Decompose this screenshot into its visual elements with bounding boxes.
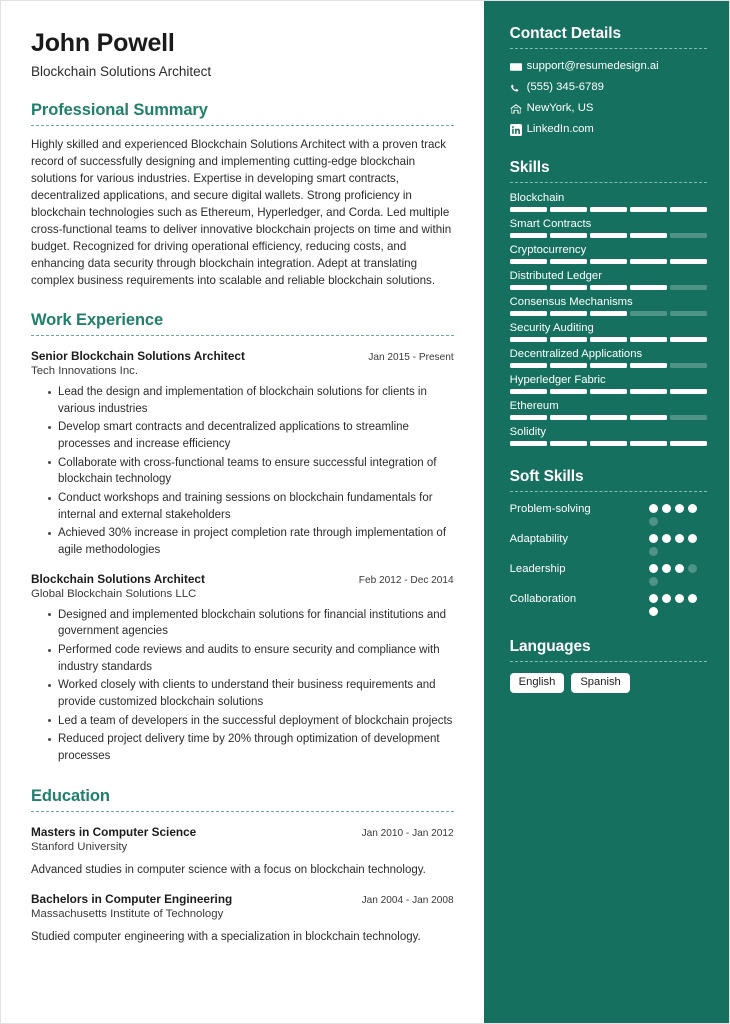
education-entry-date: Jan 2004 - Jan 2008 xyxy=(361,894,454,906)
rating-dot xyxy=(688,534,697,543)
list-item: Lead the design and implementation of blockchain solutions for clients in various industries xyxy=(48,384,454,417)
education-entry-header xyxy=(31,892,454,906)
list-item: Collaborate with cross-functional teams to ensure successful integration of blockchain technology xyxy=(48,455,454,488)
skill-segment xyxy=(590,233,627,238)
skill-level-bar xyxy=(510,285,707,290)
section-heading-soft-skills: Soft Skills xyxy=(509,467,584,485)
language-chip: English xyxy=(510,673,565,693)
education-entry-school: Stanford University xyxy=(31,840,128,853)
skill-segment xyxy=(630,207,667,212)
section-heading-contact: Contact Details xyxy=(509,25,621,42)
header-block xyxy=(31,29,454,79)
skill-segment xyxy=(510,441,547,446)
soft-skill-label: Collaboration xyxy=(509,592,577,605)
soft-skill-row xyxy=(510,532,707,556)
education-entry xyxy=(31,892,454,946)
rating-dot xyxy=(662,504,671,513)
section-divider xyxy=(510,491,707,492)
skill-item xyxy=(510,348,707,368)
rating-dot xyxy=(688,564,697,573)
summary-text: Highly skilled and experienced Blockchain Solutions Architect with a proven track record of successfully designing and implementing cutting-edge blockchain solutions for various industries. Expertise in developing smart contracts, decentralized applications, and secure digital wallets. Strong proficiency in blockchain technologies such as Ethereum, Hyperledger, and Corda. Led multiple cross-functional teams to deliver innovative blockchain projects on time and within budget. Recognized for driving operational efficiency, reducing costs, and enhancing data security through blockchain integration. Adept at translating complex business requirements into scalable and reliable blockchain solutions. xyxy=(31,137,452,287)
soft-skill-row xyxy=(510,592,707,616)
rating-dot xyxy=(662,534,671,543)
rating-dot xyxy=(649,534,658,543)
section-soft-skills xyxy=(510,468,707,616)
skill-level-bar xyxy=(510,441,707,446)
work-entry-date: Jan 2015 - Present xyxy=(368,352,454,364)
skill-item xyxy=(510,426,707,446)
skill-segment xyxy=(550,311,587,316)
skill-label: Smart Contracts xyxy=(509,217,592,230)
section-divider xyxy=(31,335,454,336)
skill-item xyxy=(510,296,707,316)
section-divider xyxy=(510,661,707,662)
skill-segment xyxy=(510,363,547,368)
education-entry-description: Advanced studies in computer science with a focus on blockchain technology. xyxy=(31,863,426,876)
soft-skill-label: Leadership xyxy=(509,562,566,575)
skill-segment xyxy=(550,363,587,368)
section-divider xyxy=(510,182,707,183)
skill-segment xyxy=(550,389,587,394)
education-entry-degree: Masters in Computer Science xyxy=(31,824,197,839)
rating-dot xyxy=(649,504,658,513)
skill-segment xyxy=(630,311,667,316)
skill-segment xyxy=(670,207,707,212)
skill-segment xyxy=(670,337,707,342)
education-entry-header xyxy=(31,825,454,839)
job-title: Blockchain Solutions Architect xyxy=(31,63,212,79)
contact-value: LinkedIn.com xyxy=(526,123,594,136)
skill-item xyxy=(510,192,707,212)
rating-dot xyxy=(649,517,658,526)
skill-segment xyxy=(590,389,627,394)
skill-label: Cryptocurrency xyxy=(509,243,587,256)
education-entry-date: Jan 2010 - Jan 2012 xyxy=(361,827,454,839)
soft-skill-row xyxy=(510,502,707,526)
skill-item xyxy=(510,244,707,264)
soft-skill-label: Adaptability xyxy=(509,532,569,545)
work-entry xyxy=(31,349,454,559)
rating-dot xyxy=(675,504,684,513)
skill-segment xyxy=(550,233,587,238)
skill-segment xyxy=(510,311,547,316)
section-contact-details xyxy=(510,25,707,137)
rating-dot xyxy=(649,594,658,603)
skill-segment xyxy=(590,337,627,342)
skill-segment xyxy=(550,259,587,264)
soft-skill-label: Problem-solving xyxy=(509,502,591,515)
skill-segment xyxy=(630,363,667,368)
work-entry xyxy=(31,572,454,765)
soft-skill-rating xyxy=(649,592,707,616)
section-education xyxy=(31,787,454,946)
rating-dot xyxy=(675,534,684,543)
education-entry-description: Studied computer engineering with a specialization in blockchain technology. xyxy=(31,930,421,943)
skill-segment xyxy=(550,415,587,420)
work-entry-list xyxy=(31,349,454,765)
contact-row[interactable] xyxy=(510,60,707,74)
phone-icon xyxy=(510,82,527,94)
page-title: John Powell xyxy=(31,29,175,57)
skill-segment xyxy=(510,233,547,238)
skill-segment xyxy=(670,415,707,420)
skill-segment xyxy=(550,337,587,342)
skill-segment xyxy=(630,441,667,446)
soft-skills-list xyxy=(510,502,707,616)
contact-row[interactable] xyxy=(510,123,707,137)
skill-segment xyxy=(630,233,667,238)
skill-label: Distributed Ledger xyxy=(509,269,602,282)
skill-segment xyxy=(590,259,627,264)
section-professional-summary xyxy=(31,101,454,289)
list-item: Develop smart contracts and decentralized applications to streamline processes and increase efficiency xyxy=(48,419,454,452)
list-item: Led a team of developers in the successful deployment of blockchain projects xyxy=(48,713,454,730)
skill-level-bar xyxy=(510,311,707,316)
work-entry-date: Feb 2012 - Dec 2014 xyxy=(358,574,454,586)
skill-level-bar xyxy=(510,389,707,394)
section-heading-languages: Languages xyxy=(509,637,591,655)
skill-segment xyxy=(550,285,587,290)
section-heading-work: Work Experience xyxy=(31,311,164,330)
work-entry-organization: Global Blockchain Solutions LLC xyxy=(31,587,197,600)
education-entry-list xyxy=(31,825,454,946)
main-column xyxy=(1,1,484,1023)
skill-segment xyxy=(630,337,667,342)
section-heading-education: Education xyxy=(31,786,110,805)
contact-value: support@resumedesign.ai xyxy=(526,60,659,72)
rating-dot xyxy=(649,577,658,586)
work-entry-role: Senior Blockchain Solutions Architect xyxy=(31,349,245,364)
skill-segment xyxy=(510,337,547,342)
skill-item xyxy=(510,218,707,238)
skill-item xyxy=(510,270,707,290)
skill-segment xyxy=(670,389,707,394)
contact-value: (555) 345-6789 xyxy=(526,81,604,94)
rating-dot xyxy=(649,607,658,616)
skill-segment xyxy=(670,259,707,264)
language-list xyxy=(510,673,707,693)
soft-skill-rating xyxy=(649,502,707,526)
skill-level-bar xyxy=(510,233,707,238)
skill-segment xyxy=(550,441,587,446)
sidebar xyxy=(484,1,729,1023)
contact-list xyxy=(510,60,707,137)
envelope-icon xyxy=(510,61,527,73)
skill-segment xyxy=(590,415,627,420)
skill-segment xyxy=(670,285,707,290)
skill-level-bar xyxy=(510,415,707,420)
home-icon xyxy=(510,103,527,115)
soft-skill-row xyxy=(510,562,707,586)
education-entry xyxy=(31,825,454,879)
skill-segment xyxy=(590,285,627,290)
skill-segment xyxy=(670,233,707,238)
section-divider xyxy=(510,48,707,49)
work-entry-role: Blockchain Solutions Architect xyxy=(31,571,205,586)
skill-level-bar xyxy=(510,337,707,342)
section-heading-skills: Skills xyxy=(509,158,550,176)
section-heading-summary: Professional Summary xyxy=(31,100,208,119)
language-chip: Spanish xyxy=(571,673,629,693)
skill-segment xyxy=(510,259,547,264)
linkedin-icon xyxy=(510,124,527,136)
skill-label: Security Auditing xyxy=(509,321,594,334)
skill-level-bar xyxy=(510,363,707,368)
list-item: Performed code reviews and audits to ensure security and compliance with industry standards xyxy=(48,642,454,675)
skill-segment xyxy=(590,363,627,368)
soft-skill-rating xyxy=(649,532,707,556)
skill-segment xyxy=(510,415,547,420)
skill-item xyxy=(510,374,707,394)
section-divider xyxy=(31,125,454,126)
skill-label: Ethereum xyxy=(509,399,559,412)
skill-segment xyxy=(670,363,707,368)
soft-skill-rating xyxy=(649,562,707,586)
rating-dot xyxy=(662,594,671,603)
education-entry-degree: Bachelors in Computer Engineering xyxy=(31,891,233,906)
skill-segment xyxy=(630,415,667,420)
work-entry-header xyxy=(31,349,454,363)
skill-segment xyxy=(550,207,587,212)
section-divider xyxy=(31,811,454,812)
section-languages xyxy=(510,638,707,693)
list-item: Worked closely with clients to understand their business requirements and provide customized blockchain solutions xyxy=(48,677,454,710)
skill-item xyxy=(510,400,707,420)
skills-list xyxy=(510,192,707,446)
contact-row[interactable] xyxy=(510,102,707,116)
rating-dot xyxy=(688,504,697,513)
skill-label: Decentralized Applications xyxy=(509,347,643,360)
list-item: Reduced project delivery time by 20% through optimization of development processes xyxy=(48,731,454,764)
skill-segment xyxy=(670,441,707,446)
skill-segment xyxy=(590,311,627,316)
skill-segment xyxy=(590,207,627,212)
skill-label: Solidity xyxy=(509,425,547,438)
rating-dot xyxy=(662,564,671,573)
section-skills xyxy=(510,159,707,446)
skill-segment xyxy=(670,311,707,316)
skill-label: Blockchain xyxy=(509,191,565,204)
skill-segment xyxy=(510,285,547,290)
skill-label: Consensus Mechanisms xyxy=(509,295,633,308)
skill-segment xyxy=(630,285,667,290)
rating-dot xyxy=(649,564,658,573)
work-entry-header xyxy=(31,572,454,586)
list-item: Designed and implemented blockchain solutions for financial institutions and government agencies xyxy=(48,607,454,640)
contact-value: NewYork, US xyxy=(526,102,594,115)
skill-level-bar xyxy=(510,207,707,212)
rating-dot xyxy=(688,594,697,603)
skill-segment xyxy=(630,259,667,264)
work-entry-bullets xyxy=(31,607,454,765)
list-item: Conduct workshops and training sessions on blockchain fundamentals for internal and external stakeholders xyxy=(48,490,454,523)
skill-label: Hyperledger Fabric xyxy=(509,373,606,386)
skill-segment xyxy=(590,441,627,446)
work-entry-bullets xyxy=(31,384,454,559)
skill-segment xyxy=(510,207,547,212)
skill-level-bar xyxy=(510,259,707,264)
skill-segment xyxy=(630,389,667,394)
rating-dot xyxy=(675,594,684,603)
contact-row[interactable] xyxy=(510,81,707,95)
skill-segment xyxy=(510,389,547,394)
work-entry-organization: Tech Innovations Inc. xyxy=(31,365,139,378)
section-work-experience xyxy=(31,311,454,765)
rating-dot xyxy=(675,564,684,573)
list-item: Achieved 30% increase in project completion rate through implementation of agile methodologies xyxy=(48,525,454,558)
skill-item xyxy=(510,322,707,342)
rating-dot xyxy=(649,547,658,556)
education-entry-school: Massachusetts Institute of Technology xyxy=(31,907,224,920)
